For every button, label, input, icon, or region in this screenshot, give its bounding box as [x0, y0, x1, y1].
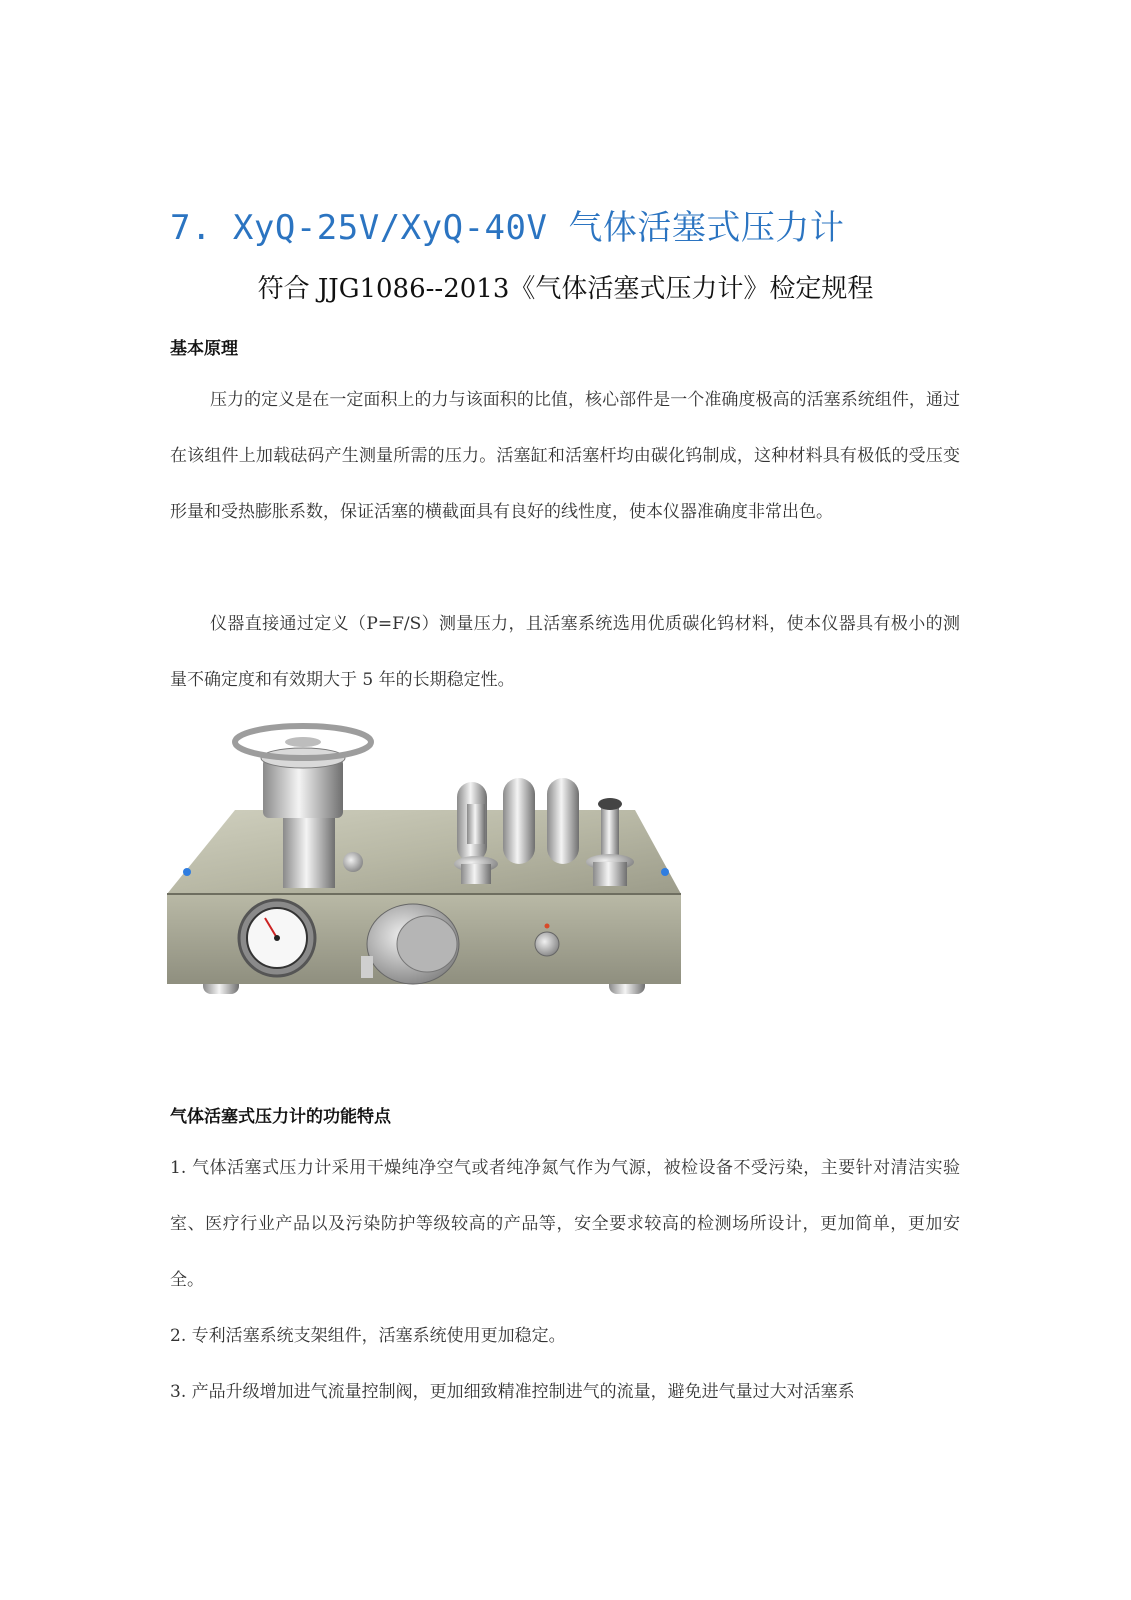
document-subtitle: 符合 JJG1086--2013《气体活塞式压力计》检定规程 — [257, 274, 874, 304]
product-photo — [165, 722, 685, 1022]
principle-paragraph-1: 压力的定义是在一定面积上的力与该面积的比值，核心部件是一个准确度极高的活塞系统组件，通过在该组件上加载砝码产生测量所需的压力。活塞缸和活塞杆均由碳化钨制成，这种材料具有极低的受压变形量和受热膨胀系数，保证活塞的横截面具有良好的线性度，使本仪器准确度非常出色。 — [170, 390, 960, 522]
document-title: 7. XyQ-25V/XyQ-40V 气体活塞式压力计 — [170, 208, 845, 248]
section-heading-principle: 基本原理 — [170, 339, 238, 359]
principle-paragraph-2: 仪器直接通过定义（P=F/S）测量压力，且活塞系统选用优质碳化钨材料，使本仪器具有极小的测量不确定度和有效期大于 5 年的长期稳定性。 — [170, 614, 960, 690]
feature-item-3: 3. 产品升级增加进气流量控制阀，更加细致精准控制进气的流量，避免进气量过大对活塞系 — [170, 1382, 855, 1402]
feature-item-2: 2. 专利活塞系统支架组件，活塞系统使用更加稳定。 — [170, 1326, 566, 1346]
feature-item-1: 1. 气体活塞式压力计采用干燥纯净空气或者纯净氮气作为气源，被检设备不受污染，主要针对清洁实验室、医疗行业产品以及污染防护等级较高的产品等，安全要求较高的检测场所设计，更加简单，更加安全。 — [170, 1158, 960, 1290]
section-heading-features: 气体活塞式压力计的功能特点 — [170, 1107, 391, 1127]
